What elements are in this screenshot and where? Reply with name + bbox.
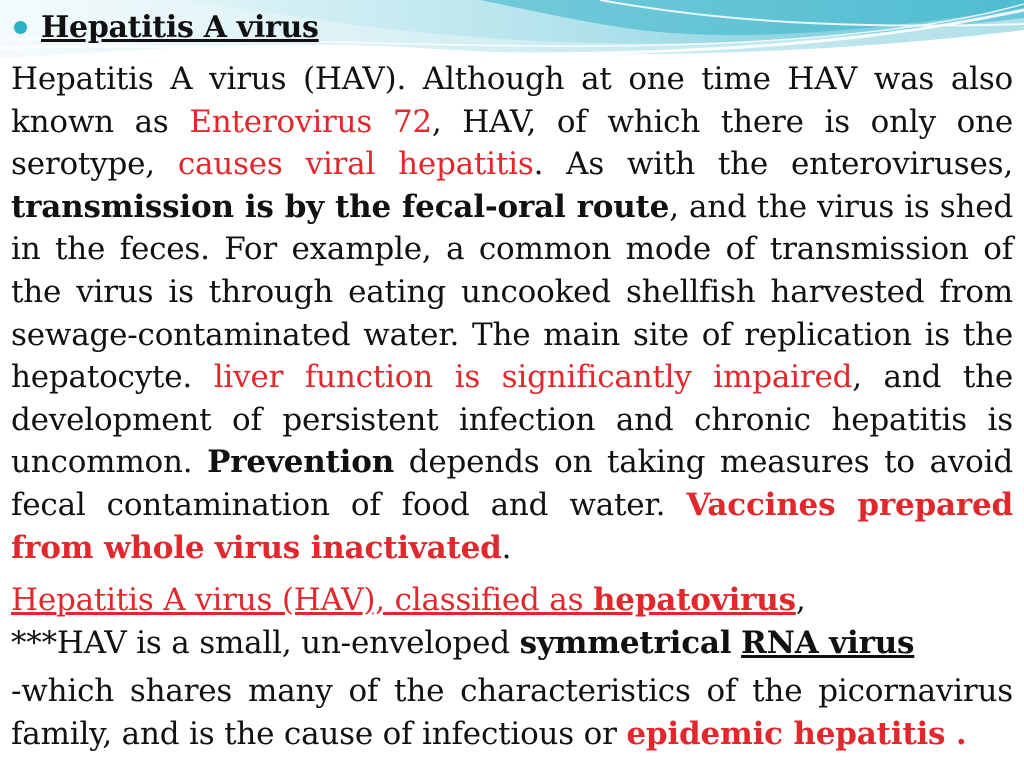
highlight-liver: liver function is significantly impaired [213, 359, 853, 396]
slide-content [11, 58, 1013, 756]
paragraph-structure [11, 622, 1013, 665]
text-enteroviruses: . As with the enteroviruses, [533, 146, 1014, 183]
link-hepatovirus: hepatovirus [592, 582, 796, 619]
paragraph-classification [11, 579, 1013, 622]
text-period: . [501, 529, 512, 566]
text-measures: depends on taking measures to avoid fecal contamination of food and water. [11, 444, 1013, 523]
bold-transmission: transmission is by the fecal-oral route [11, 188, 670, 225]
text-development: , and the development of persistent infection and chronic hepatitis is uncommon. [11, 359, 1014, 481]
highlight-enterovirus: Enterovirus 72 [189, 103, 432, 140]
highlight-epidemic: epidemic hepatitis . [626, 715, 967, 752]
text-serotype: , HAV, of which there is only one serotype, [11, 103, 1013, 183]
paragraph-main [11, 58, 1013, 569]
paragraph-picornavirus [11, 670, 1013, 755]
bold-rna-virus: RNA virus [741, 624, 915, 661]
text-intro: Hepatitis A virus (HAV). Although at one time HAV was also known as [11, 61, 1013, 140]
text-comma: , [795, 582, 806, 619]
bullet-icon [14, 21, 27, 34]
slide-title-row [14, 10, 319, 45]
bold-prevention: Prevention [207, 444, 395, 481]
link-classified: Hepatitis A virus (HAV), classified as [11, 582, 593, 619]
text-small: ***HAV is a small, un-enveloped [11, 624, 520, 661]
slide-title: Hepatitis A virus [41, 10, 319, 45]
text-picornavirus: -which shares many of the characteristics of the picornavirus family, and is the cause of infectious or [11, 673, 1013, 752]
text-feces: , and the virus is shed in the feces. For example, a common mode of transmission of the virus is through eating uncooked shellfish harvested from sewage-contaminated water. The main site of replication is the hepatocyte. [11, 188, 1013, 396]
bold-symmetrical: symmetrical [519, 624, 732, 661]
text-space [731, 625, 741, 661]
highlight-causes: causes viral hepatitis [177, 146, 534, 183]
highlight-vaccines: Vaccines prepared from whole virus inactivated [11, 486, 1013, 566]
